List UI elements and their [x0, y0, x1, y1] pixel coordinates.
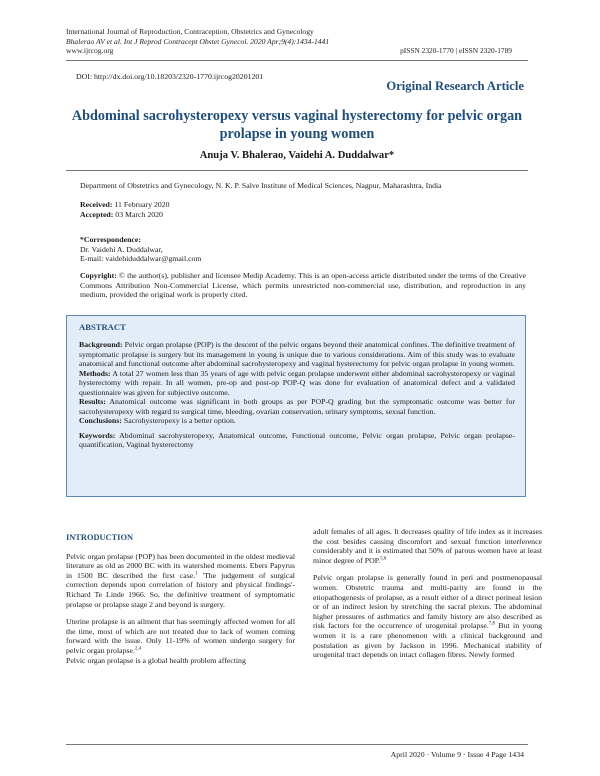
- abstract-conclusions: Conclusions: Sacrohysteropexy is a better option.: [79, 416, 236, 425]
- issn-numbers: pISSN 2320-1770 | eISSN 2320-1789: [400, 46, 512, 55]
- intro-paragraph-2: Uterine prolapse is an ailment that has seemingly affected women for all the time, most of which are not treated due to lack of women coming forward with the issue. Only 11-19% of women undergo surgery for pelvic organ prolapse.$^{2,4}$: [66, 617, 295, 655]
- abstract-box: [66, 315, 526, 497]
- article-authors: Anuja V. Bhalerao, Vaidehi A. Duddalwar*: [199, 150, 395, 161]
- affiliation: Department of Obstetrics and Gynecology, N. K. P. Salve Institute of Medical Sciences, Nagpur, Maharashtra, India: [80, 181, 442, 190]
- correspondence-label: *Correspondence:: [80, 235, 141, 244]
- accepted-date: Accepted: 03 March 2020: [80, 209, 163, 219]
- authors-divider: [66, 170, 528, 171]
- article-dates: [80, 200, 170, 219]
- received-date: Received: 11 February 2020: [80, 200, 170, 209]
- right-paragraph-1: adult females of all ages. It decreases quality of life index as it increases the cost besides causing discomfort and sexual function interference considerably and it is estimated that 50% of parous women have at least minor degree of POP.$^{5,6}$: [313, 527, 542, 565]
- journal-name: International Journal of Reproduction, Contraception, Obstetrics and Gynecology: [66, 27, 314, 36]
- left-column: [66, 533, 295, 673]
- intro-paragraph-1: Pelvic organ prolapse (POP) has been documented in the oldest medieval literature as old as 2000 BC with its watershed moments. Ebers Papyrus in 1500 BC described the first case.$^1$ 'The judgement of surgical correction depends upon correlation of history and physical findings'- Richard Te Linde 1966. So, the definitive treatment of symptomatic prolapse or prolapse stage 2 and beyond is surgery.: [66, 551, 295, 609]
- right-column: [313, 527, 542, 668]
- article-title: Abdominal sacrohysteropexy versus vaginal hysterectomy for pelvic organ prolapse in young women: [71, 108, 523, 142]
- correspondence-email[interactable]: E-mail: vaidehiduddalwar@gmail.com: [80, 254, 202, 264]
- correspondence-name: Dr. Vaidehi A. Duddalwar,: [80, 244, 163, 254]
- journal-header: [66, 27, 329, 56]
- page-footer: April 2020 · Volume 9 · Issue 4 Page 1434: [390, 750, 524, 759]
- intro-paragraph-3: Pelvic organ prolapse is a global health problem affecting: [66, 655, 246, 665]
- copyright-label: Copyright:: [80, 271, 117, 280]
- journal-website[interactable]: www.ijrcog.org: [66, 46, 114, 56]
- right-paragraph-2: Pelvic organ prolapse is generally found in peri and postmenopausal women. Obstetric trauma and multi-parity are found in the etiopathogenesis of prolapse, as a result either of a direct perineal lesion or of an indirect lesion by stretching the sacral plexus. The abdominal higher pressures of asthmatics and family history are also described as risk factors for the occurrence of urogenital prolapse.$^{7,8}$ But in young women it is a rare phenomenon with a clinical background and postulation as given by Jackson in 1996. Mechanical stability of urogenital tract depends on intact collagen fibres. Newly formed: [313, 573, 542, 660]
- copyright-text: © the author(s), publisher and licensee Medip Academy. This is an open-access article distributed under the terms of the Creative Commons Attribution Non-Commercial License, which permits unrestricted non-commercial use, distribution, and reproduction in any medium, provided the original work is properly cited.: [80, 271, 526, 300]
- abstract-keywords: Keywords: Abdominal sacrohysteropexy, Anatomical outcome, Functional outcome, Pelvic organ prolapse, Pelvic organ prolapse- quantification, Vaginal hysterectomy: [79, 430, 515, 449]
- doi-link[interactable]: DOI: http://dx.doi.org/10.18203/2320-1770.ijrcog20201201: [76, 72, 264, 81]
- copyright-notice: [80, 271, 526, 300]
- article-type: Original Research Article: [386, 79, 524, 93]
- introduction-heading: INTRODUCTION: [66, 533, 134, 542]
- header-divider: [66, 60, 528, 61]
- abstract-body: [79, 340, 515, 450]
- footer-divider: [66, 744, 528, 745]
- abstract-results: Results: Anatomical outcome was significant in both groups as per POP-Q grading but the symptomatic outcome was better for sacrohysteropexy with regard to surgical time, bleeding, ovarian conservation, urinary symptoms, sexual function.: [79, 397, 515, 416]
- abstract-background: Background: Pelvic organ prolapse (POP) is the descent of the pelvic organs beyond their anatomical confines. The definitive treatment of symptomatic prolapse is surgery but its management in young is unique due to various considerations. Aim of this study was to evaluate anatomical and functional outcome after abdominal sacrohysteropexy and vaginal hysterectomy for pelvic organ prolapse in young women.: [79, 340, 515, 368]
- abstract-heading: ABSTRACT: [79, 322, 126, 332]
- abstract-methods: Methods: A total 27 women less than 35 years of age with pelvic organ prolapse underwent either abdominal sacrohysteropexy or vaginal hysterectomy with repair. In all women, pre-op and post-op POP-Q was done for evaluation of anatomical defect and a validated questionnaire was given for subjective outcome.: [79, 368, 515, 397]
- journal-citation: Bhalerao AV et al. Int J Reprod Contracept Obstet Gynecol. 2020 Apr;9(4):1434-1441: [66, 36, 330, 46]
- correspondence: [80, 235, 202, 264]
